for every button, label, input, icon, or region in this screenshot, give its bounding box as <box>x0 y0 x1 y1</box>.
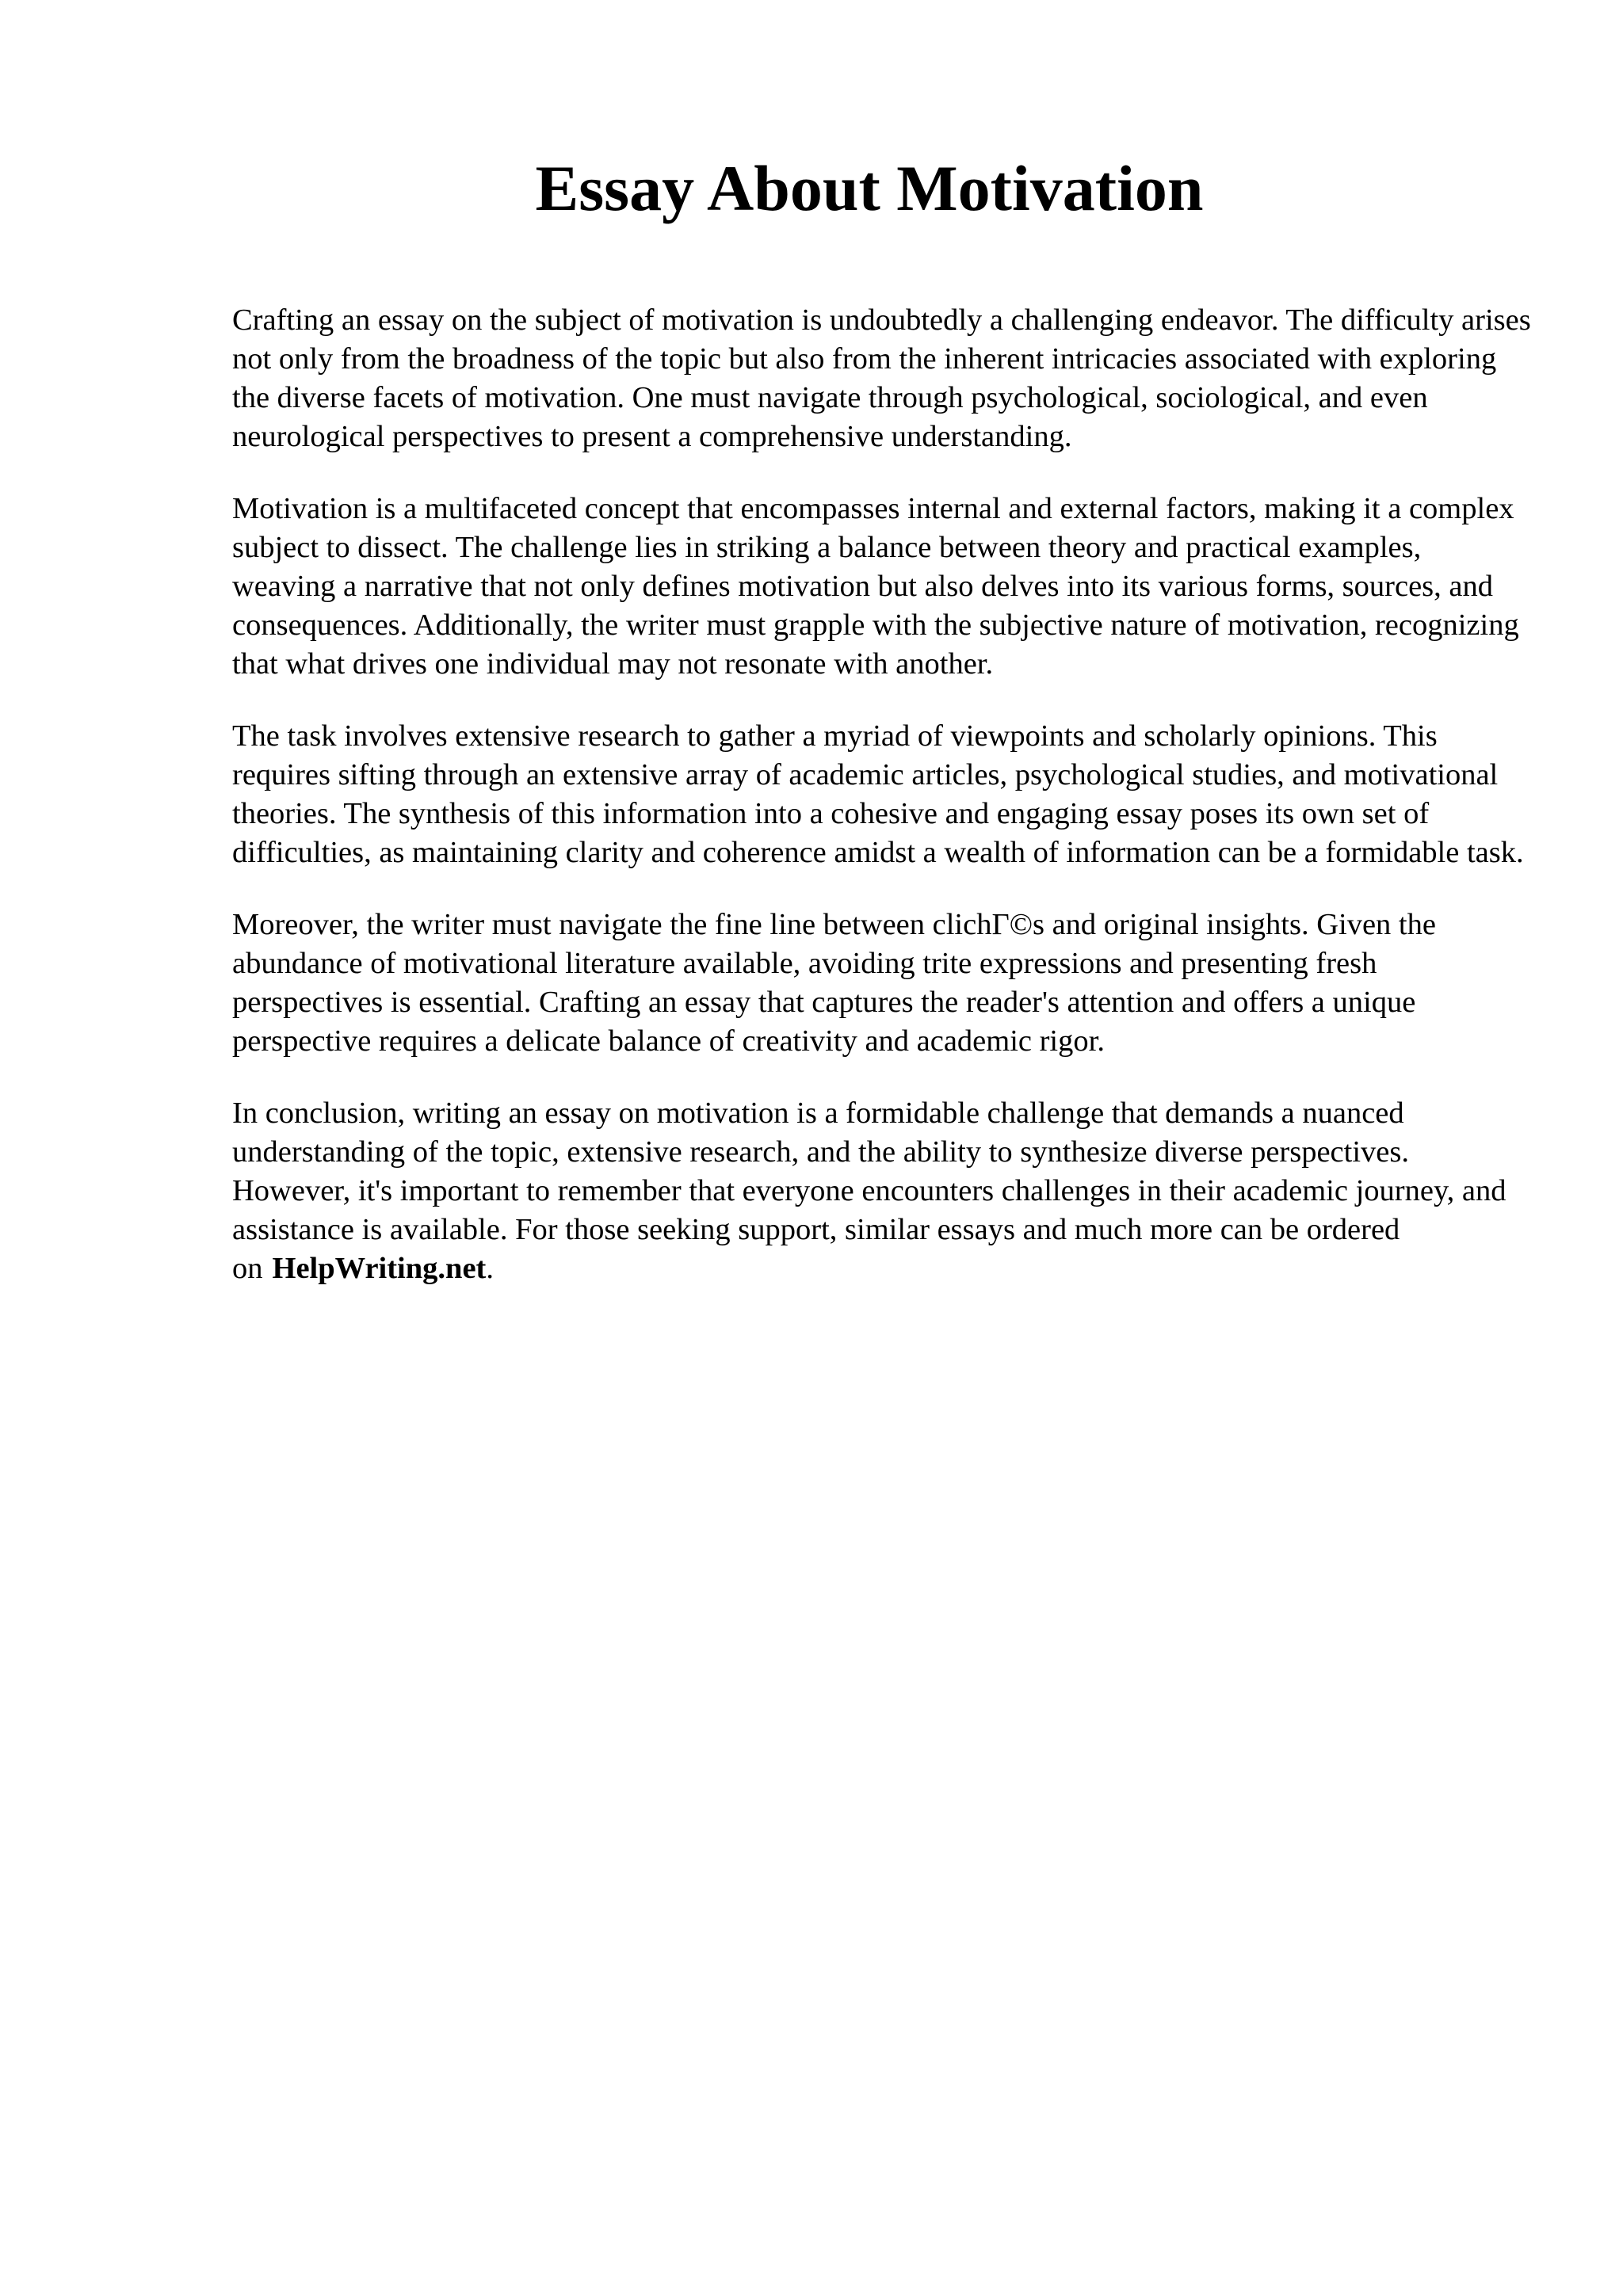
conclusion-period: . <box>486 1252 494 1285</box>
conclusion-text: In conclusion, writing an essay on motivation is a formidable challenge that demands a nuanced understanding of the topic, extensive research, and the ability to synthesize diverse perspectives. However, it's important to remember that everyone encounters challenges in their academic journey, and assistance is available. For those seeking support, similar essays and much more can be ordered on <box>232 1097 1507 1285</box>
paragraph-2: Motivation is a multifaceted concept that encompasses internal and external factors, making it a complex subject to dissect. The challenge lies in striking a balance between theory and practical examples, weaving a narrative that not only defines motivation but also delves into its various forms, sources, and consequences. Additionally, the writer must grapple with the subjective nature of motivation, recognizing that what drives one individual may not resonate with another. <box>232 492 1519 681</box>
helpwriting-link[interactable]: HelpWriting.net <box>272 1252 487 1285</box>
essay-body <box>232 301 1532 1322</box>
paragraph-3: The task involves extensive research to gather a myriad of viewpoints and scholarly opinions. This requires sifting through an extensive array of academic articles, psychological studies, and motivational theories. The synthesis of this information into a cohesive and engaging essay poses its own set of difficulties, as maintaining clarity and coherence amidst a wealth of information can be a formidable task. <box>232 719 1524 869</box>
conclusion-paragraph <box>232 1094 1532 1288</box>
page-title: Essay About Motivation <box>535 152 1204 224</box>
paragraph-4: Moreover, the writer must navigate the fine line between clichΓ©s and original insights. Given the abundance of motivational literature available, avoiding trite expressions and presenting fresh perspectives is essential. Crafting an essay that captures the reader's attention and offers a unique perspective requires a delicate balance of creativity and academic rigor. <box>232 908 1436 1058</box>
paragraph-1: Crafting an essay on the subject of motivation is undoubtedly a challenging endeavor. The difficulty arises not only from the broadness of the topic but also from the inherent intricacies associated with exploring the diverse facets of motivation. One must navigate through psychological, sociological, and even neurological perspectives to present a comprehensive understanding. <box>232 303 1531 453</box>
